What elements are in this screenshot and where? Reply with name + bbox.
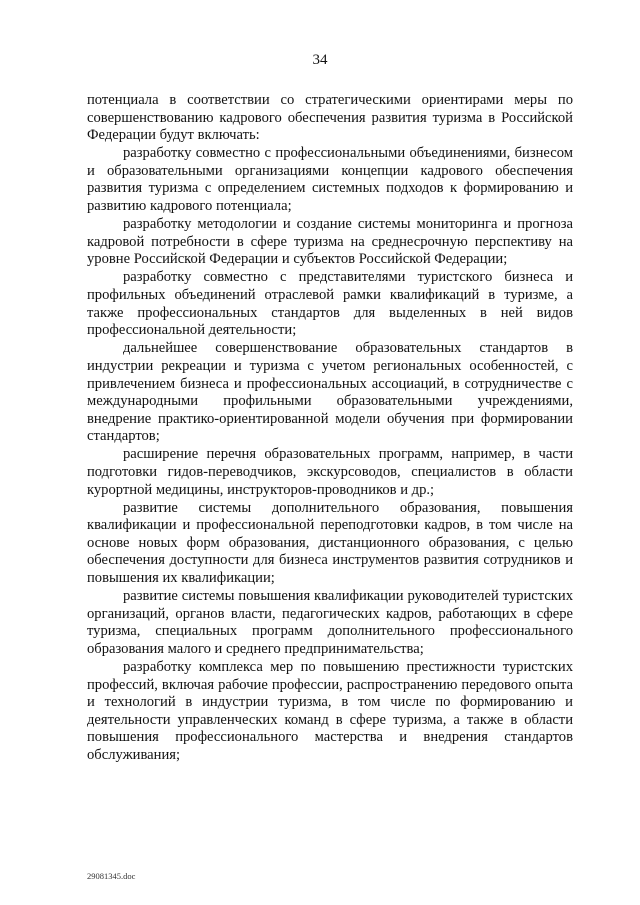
paragraph: разработку комплекса мер по повышению престижности туристских профессий, включая рабочие профессии, распространению передового опыта и технологий в индустрии туризма, в том числе по формированию и деятельности управленческих команд в сфере туризма, а также в области повышения профессионального мастерства и внедрения стандартов обслуживания; xyxy=(87,659,573,763)
paragraph: разработку совместно с профессиональными объединениями, бизнесом и образовательными организациями концепции кадрового обеспечения развития туризма с определением системных подходов к формированию и развитию кадрового потенциала; xyxy=(87,145,573,215)
body-text xyxy=(87,92,573,765)
paragraph: потенциала в соответствии со стратегическими ориентирами меры по совершенствованию кадрового обеспечения развития туризма в Российской Федерации будут включать: xyxy=(87,92,573,144)
paragraph: разработку совместно с представителями туристского бизнеса и профильных объединений отраслевой рамки квалификаций в туризме, а также профессиональных стандартов для выделенных в ней видов профессиональной деятельности; xyxy=(87,269,573,339)
page-number: 34 xyxy=(312,52,328,68)
paragraph: развитие системы повышения квалификации руководителей туристских организаций, органов власти, педагогических кадров, работающих в сфере туризма, специальных программ дополнительного профессионального образования малого и среднего предпринимательства; xyxy=(87,588,573,657)
paragraph: развитие системы дополнительного образования, повышения квалификации и профессиональной переподготовки кадров, в том числе на основе новых форм образования, дистанционного образования, с целью обеспечения доступности для бизнеса инструментов развития сотрудников и повышения их квалификации; xyxy=(87,499,573,587)
document-code: 29081345.doc xyxy=(87,871,136,881)
paragraph: расширение перечня образовательных программ, например, в части подготовки гидов-переводчиков, экскурсоводов, специалистов в области курортной медицины, инструкторов-проводников и др.; xyxy=(87,446,573,498)
paragraph: дальнейшее совершенствование образовательных стандартов в индустрии рекреации и туризма с учетом региональных особенностей, с привлечением бизнеса и профессиональных ассоциаций, в сотрудничестве с международными профильными образовательными учреждениями, внедрение практико-ориентированной модели обучения при формировании стандартов; xyxy=(87,340,573,445)
paragraph: разработку методологии и создание системы мониторинга и прогноза кадровой потребности в сфере туризма на среднесрочную перспективу на уровне Российской Федерации и субъектов Российской Федерации; xyxy=(87,216,573,268)
